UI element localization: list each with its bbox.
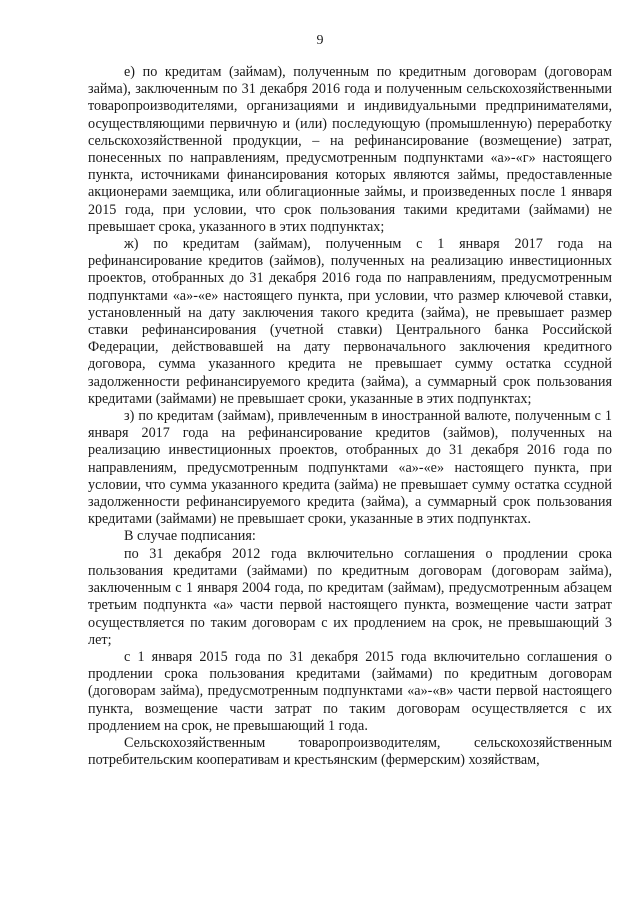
page-number: 9 [316, 33, 324, 48]
body-text [88, 64, 612, 769]
paragraph-signing-2015: с 1 января 2015 года по 31 декабря 2015 года включительно соглашения о продлении срока пользования кредитами (займами) по кредитным договорам (договорам займа), предусмотренным подпунктами «а»-«в» части первой настоящего пункта, возмещение части затрат по таким договорам осуществляется с их продлением на срок, не превышающий 1 года. [88, 648, 612, 734]
paragraph-zh: ж) по кредитам (займам), полученным с 1 января 2017 года на рефинансирование кредитов (займов), полученных на реализацию инвестиционных проектов, отобранных до 31 декабря 2016 года по направлениям, предусмотренным подпунктами «а»-«е» настоящего пункта, при условии, что размер ключевой ставки, установленный на дату заключения такого кредита (займа), не превышает размер ставки рефинансирования (учетной ставки) Центрального банка Российской Федерации, действовавшей на дату первоначального заключения кредитного договора, сумма указанного кредита не превышает сумму остатка ссудной задолженности рефинансируемого кредита (займа), а суммарный срок пользования кредитами (займами) не превышает сроки, указанные в этих подпунктах; [88, 236, 612, 407]
paragraph-producers: Сельскохозяйственным товаропроизводителям, сельскохозяйственным потребительским кооперативам и крестьянским (фермерским) хозяйствам, [88, 734, 612, 769]
paragraph-signing-2012: по 31 декабря 2012 года включительно соглашения о продлении срока пользования кредитами (займами) по кредитным договорам (договорам займа), заключенным с 1 января 2004 года, по кредитам (займам), предусмотренным абзацем третьим подпункта «а» части первой настоящего пункта, возмещение части затрат осуществляется по таким договорам с их продлением на срок, не превышающий 3 лет; [88, 545, 612, 648]
paragraph-e: е) по кредитам (займам), полученным по кредитным договорам (договорам займа), заключенным по 31 декабря 2016 года и полученным сельскохозяйственными товаропроизводителями, организациями и индивидуальными предпринимателями, осуществляющими первичную и (или) последующую (промышленную) переработку сельскохозяйственной продукции, – на рефинансирование (возмещение) затрат, понесенных по направлениям, предусмотренным подпунктами «а»-«г» настоящего пункта, источниками финансирования которых являются займы, предоставленные акционерами заемщика, или облигационные займы, и произведенных после 1 января 2015 года, при условии, что срок пользования такими кредитами (займами) не превышает срока, указанного в этих подпунктах; [88, 64, 612, 235]
paragraph-z: з) по кредитам (займам), привлеченным в иностранной валюте, полученным с 1 января 2017 года на рефинансирование кредитов (займов), полученных на реализацию инвестиционных проектов, отобранных до 31 декабря 2016 года по направлениям, предусмотренным подпунктами «а»-«е» настоящего пункта, при условии, что сумма указанного кредита (займа) не превышает сумму остатка ссудной задолженности рефинансируемого кредита (займа), а суммарный срок пользования кредитами (займами) не превышает сроки, указанные в этих подпунктах. [88, 408, 612, 528]
paragraph-signing-intro: В случае подписания: [124, 528, 256, 545]
